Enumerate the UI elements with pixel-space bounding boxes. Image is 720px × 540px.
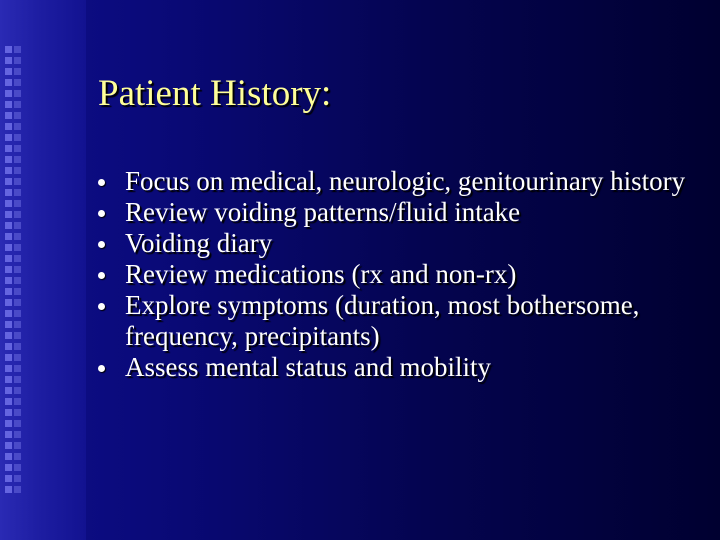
bullet-text: Focus on medical, neurologic, genitourinary history (125, 166, 686, 196)
bullet-dot-icon (98, 365, 105, 372)
bullet-dot-icon (98, 303, 105, 310)
bullet-text: Assess mental status and mobility (125, 352, 491, 382)
bullet-text: Review voiding patterns/fluid intake (125, 197, 521, 227)
slide-title: Patient History: (98, 73, 332, 114)
bullet-item (98, 166, 698, 197)
bullet-dot-icon (98, 241, 105, 248)
bullet-item (98, 290, 698, 352)
bullet-text: Voiding diary (125, 228, 273, 258)
bullet-item (98, 228, 698, 259)
bullet-list (98, 166, 698, 383)
bullet-text: Explore symptoms (duration, most bothersome, frequency, precipitants) (125, 290, 640, 351)
bullet-item (98, 197, 698, 228)
bullet-dot-icon (98, 179, 105, 186)
side-strip (0, 0, 86, 540)
bullet-item (98, 352, 698, 383)
bullet-item (98, 259, 698, 290)
decorative-squares-column (5, 46, 12, 496)
decorative-squares-column (14, 46, 21, 496)
bullet-dot-icon (98, 272, 105, 279)
bullet-text: Review medications (rx and non-rx) (125, 259, 517, 289)
bullet-dot-icon (98, 210, 105, 217)
